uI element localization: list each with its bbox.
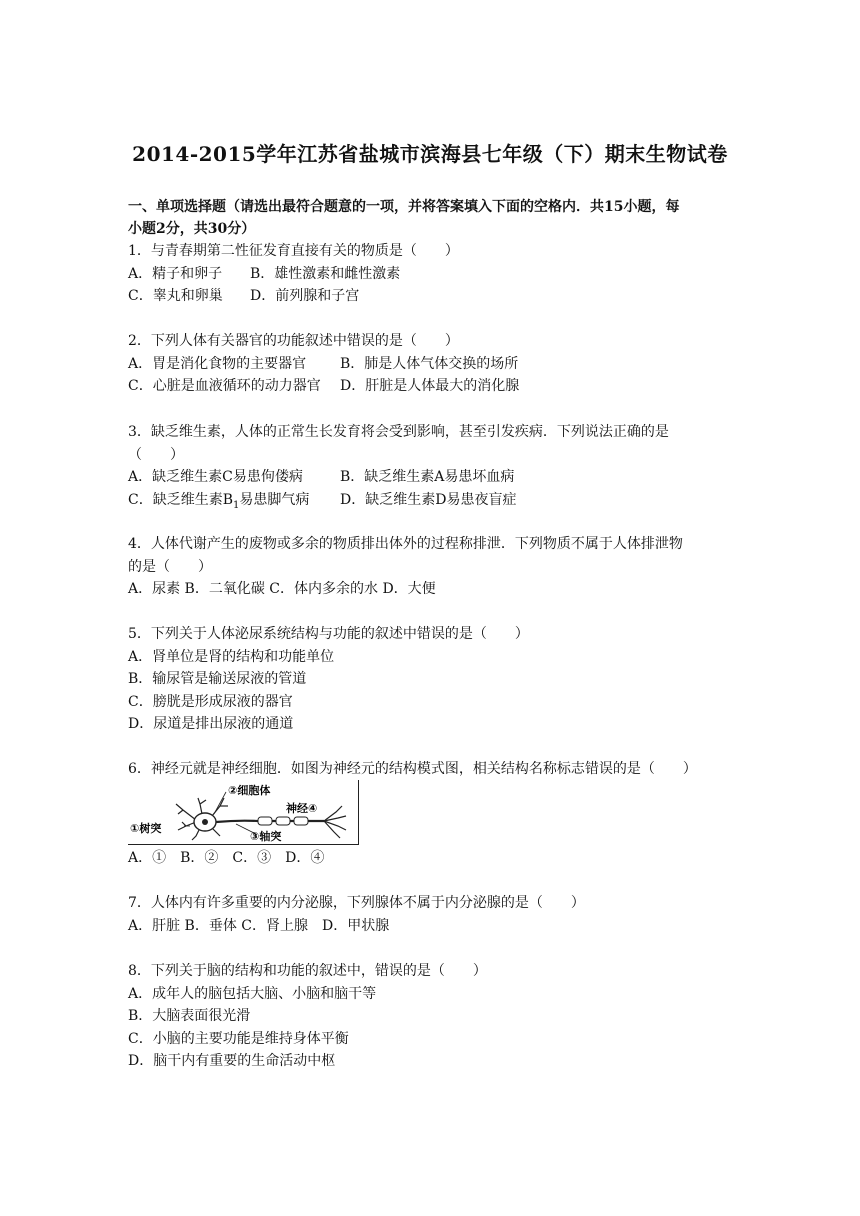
- question-stem: 6．神经元就是神经细胞．如图为神经元的结构模式图，相关结构名称标志错误的是（ ）: [128, 761, 697, 777]
- option-c: C．③: [232, 850, 272, 866]
- section-heading-line1: 一、单项选择题（请选出最符合题意的一项，并将答案填入下面的空格内．共15小题，每: [128, 199, 680, 215]
- option-d: D．④: [285, 850, 325, 866]
- option-c: C．膀胱是形成尿液的器官: [128, 693, 293, 710]
- option-c-text: C．缺乏维生素B: [128, 491, 233, 508]
- option-b: B．②: [180, 850, 219, 866]
- question-stem-line2: （ ）: [128, 446, 184, 463]
- section-heading: [128, 196, 738, 240]
- label-axon: ③轴突: [250, 830, 282, 843]
- question-3: [128, 421, 738, 517]
- question-stem: 5．下列关于人体泌尿系统结构与功能的叙述中错误的是（ ）: [128, 626, 529, 642]
- question-6-options: [128, 847, 738, 870]
- option-a: A．肾单位是肾的结构和功能单位: [128, 648, 335, 665]
- option-d: D．缺乏维生素D易患夜盲症: [340, 491, 517, 508]
- option-c-text-end: 易患脚气病: [239, 491, 310, 508]
- option-c: [128, 489, 340, 517]
- neuron-diagram: [128, 780, 359, 845]
- nucleus-graphic: [202, 819, 208, 825]
- label-dendrite: ①树突: [130, 822, 162, 835]
- option-c: C．睾丸和卵巢: [128, 288, 223, 304]
- label-nerve: 神经④: [286, 802, 318, 815]
- option-a: A．①: [128, 850, 167, 866]
- options-inline: A．肝脏 B．垂体 C．肾上腺 D．甲状腺: [128, 917, 390, 934]
- option-c: C．小脑的主要功能是维持身体平衡: [128, 1030, 349, 1047]
- option-a: A．胃是消化食物的主要器官: [128, 355, 307, 372]
- option-b: B．肺是人体气体交换的场所: [340, 355, 519, 372]
- question-2: [128, 330, 738, 398]
- exam-title: 2014-2015学年江苏省盐城市滨海县七年级（下）期末生物试卷: [132, 142, 728, 166]
- option-b: B．雄性激素和雌性激素: [250, 265, 401, 282]
- question-6: [128, 758, 738, 781]
- axon-terminals-graphic: [324, 806, 346, 838]
- option-d: D．肝脏是人体最大的消化腺: [340, 378, 520, 394]
- option-d: D．脑干内有重要的生命活动中枢: [128, 1053, 336, 1069]
- question-stem: 7．人体内有许多重要的内分泌腺，下列腺体不属于内分泌腺的是（ ）: [128, 895, 585, 911]
- question-5: [128, 623, 738, 736]
- option-d: D．尿道是排出尿液的通道: [128, 716, 294, 732]
- question-stem-line1: 3．缺乏维生素，人体的正常生长发育将会受到影响，甚至引发疾病．下列说法正确的是: [128, 424, 669, 440]
- question-stem: 2．下列人体有关器官的功能叙述中错误的是（ ）: [128, 333, 459, 349]
- option-a: A．成年人的脑包括大脑、小脑和脑干等: [128, 985, 377, 1002]
- option-b: B．大脑表面很光滑: [128, 1008, 251, 1024]
- options-inline: A．尿素 B．二氧化碳 C．体内多余的水 D．大便: [128, 581, 436, 597]
- option-b: B．缺乏维生素A易患坏血病: [340, 469, 515, 485]
- label-cell-body: ②细胞体: [228, 784, 271, 797]
- question-stem-line2: 的是（ ）: [128, 558, 212, 575]
- option-c-subscript: 1: [233, 499, 240, 511]
- label-pointers: [184, 792, 256, 834]
- axon-graphic: [216, 817, 324, 825]
- question-stem-line1: 4．人体代谢产生的废物或多余的物质排出体外的过程称排泄．下列物质不属于人体排泄物: [128, 536, 683, 552]
- option-b: B．输尿管是输送尿液的管道: [128, 671, 307, 687]
- section-heading-line2: 小题2分，共30分）: [128, 221, 256, 237]
- question-stem: 1．与青春期第二性征发育直接有关的物质是（ ）: [128, 243, 459, 259]
- option-a: A．精子和卵子: [128, 265, 223, 282]
- option-a: A．缺乏维生素C易患佝偻病: [128, 469, 303, 485]
- question-1: [128, 240, 738, 308]
- option-c: C．心脏是血液循环的动力器官: [128, 378, 321, 394]
- question-7: [128, 892, 738, 937]
- option-d: D．前列腺和子宫: [250, 288, 360, 304]
- neuron-drawing: [128, 780, 358, 844]
- question-8: [128, 960, 738, 1073]
- question-stem: 8．下列关于脑的结构和功能的叙述中，错误的是（ ）: [128, 963, 487, 979]
- question-4: [128, 533, 738, 601]
